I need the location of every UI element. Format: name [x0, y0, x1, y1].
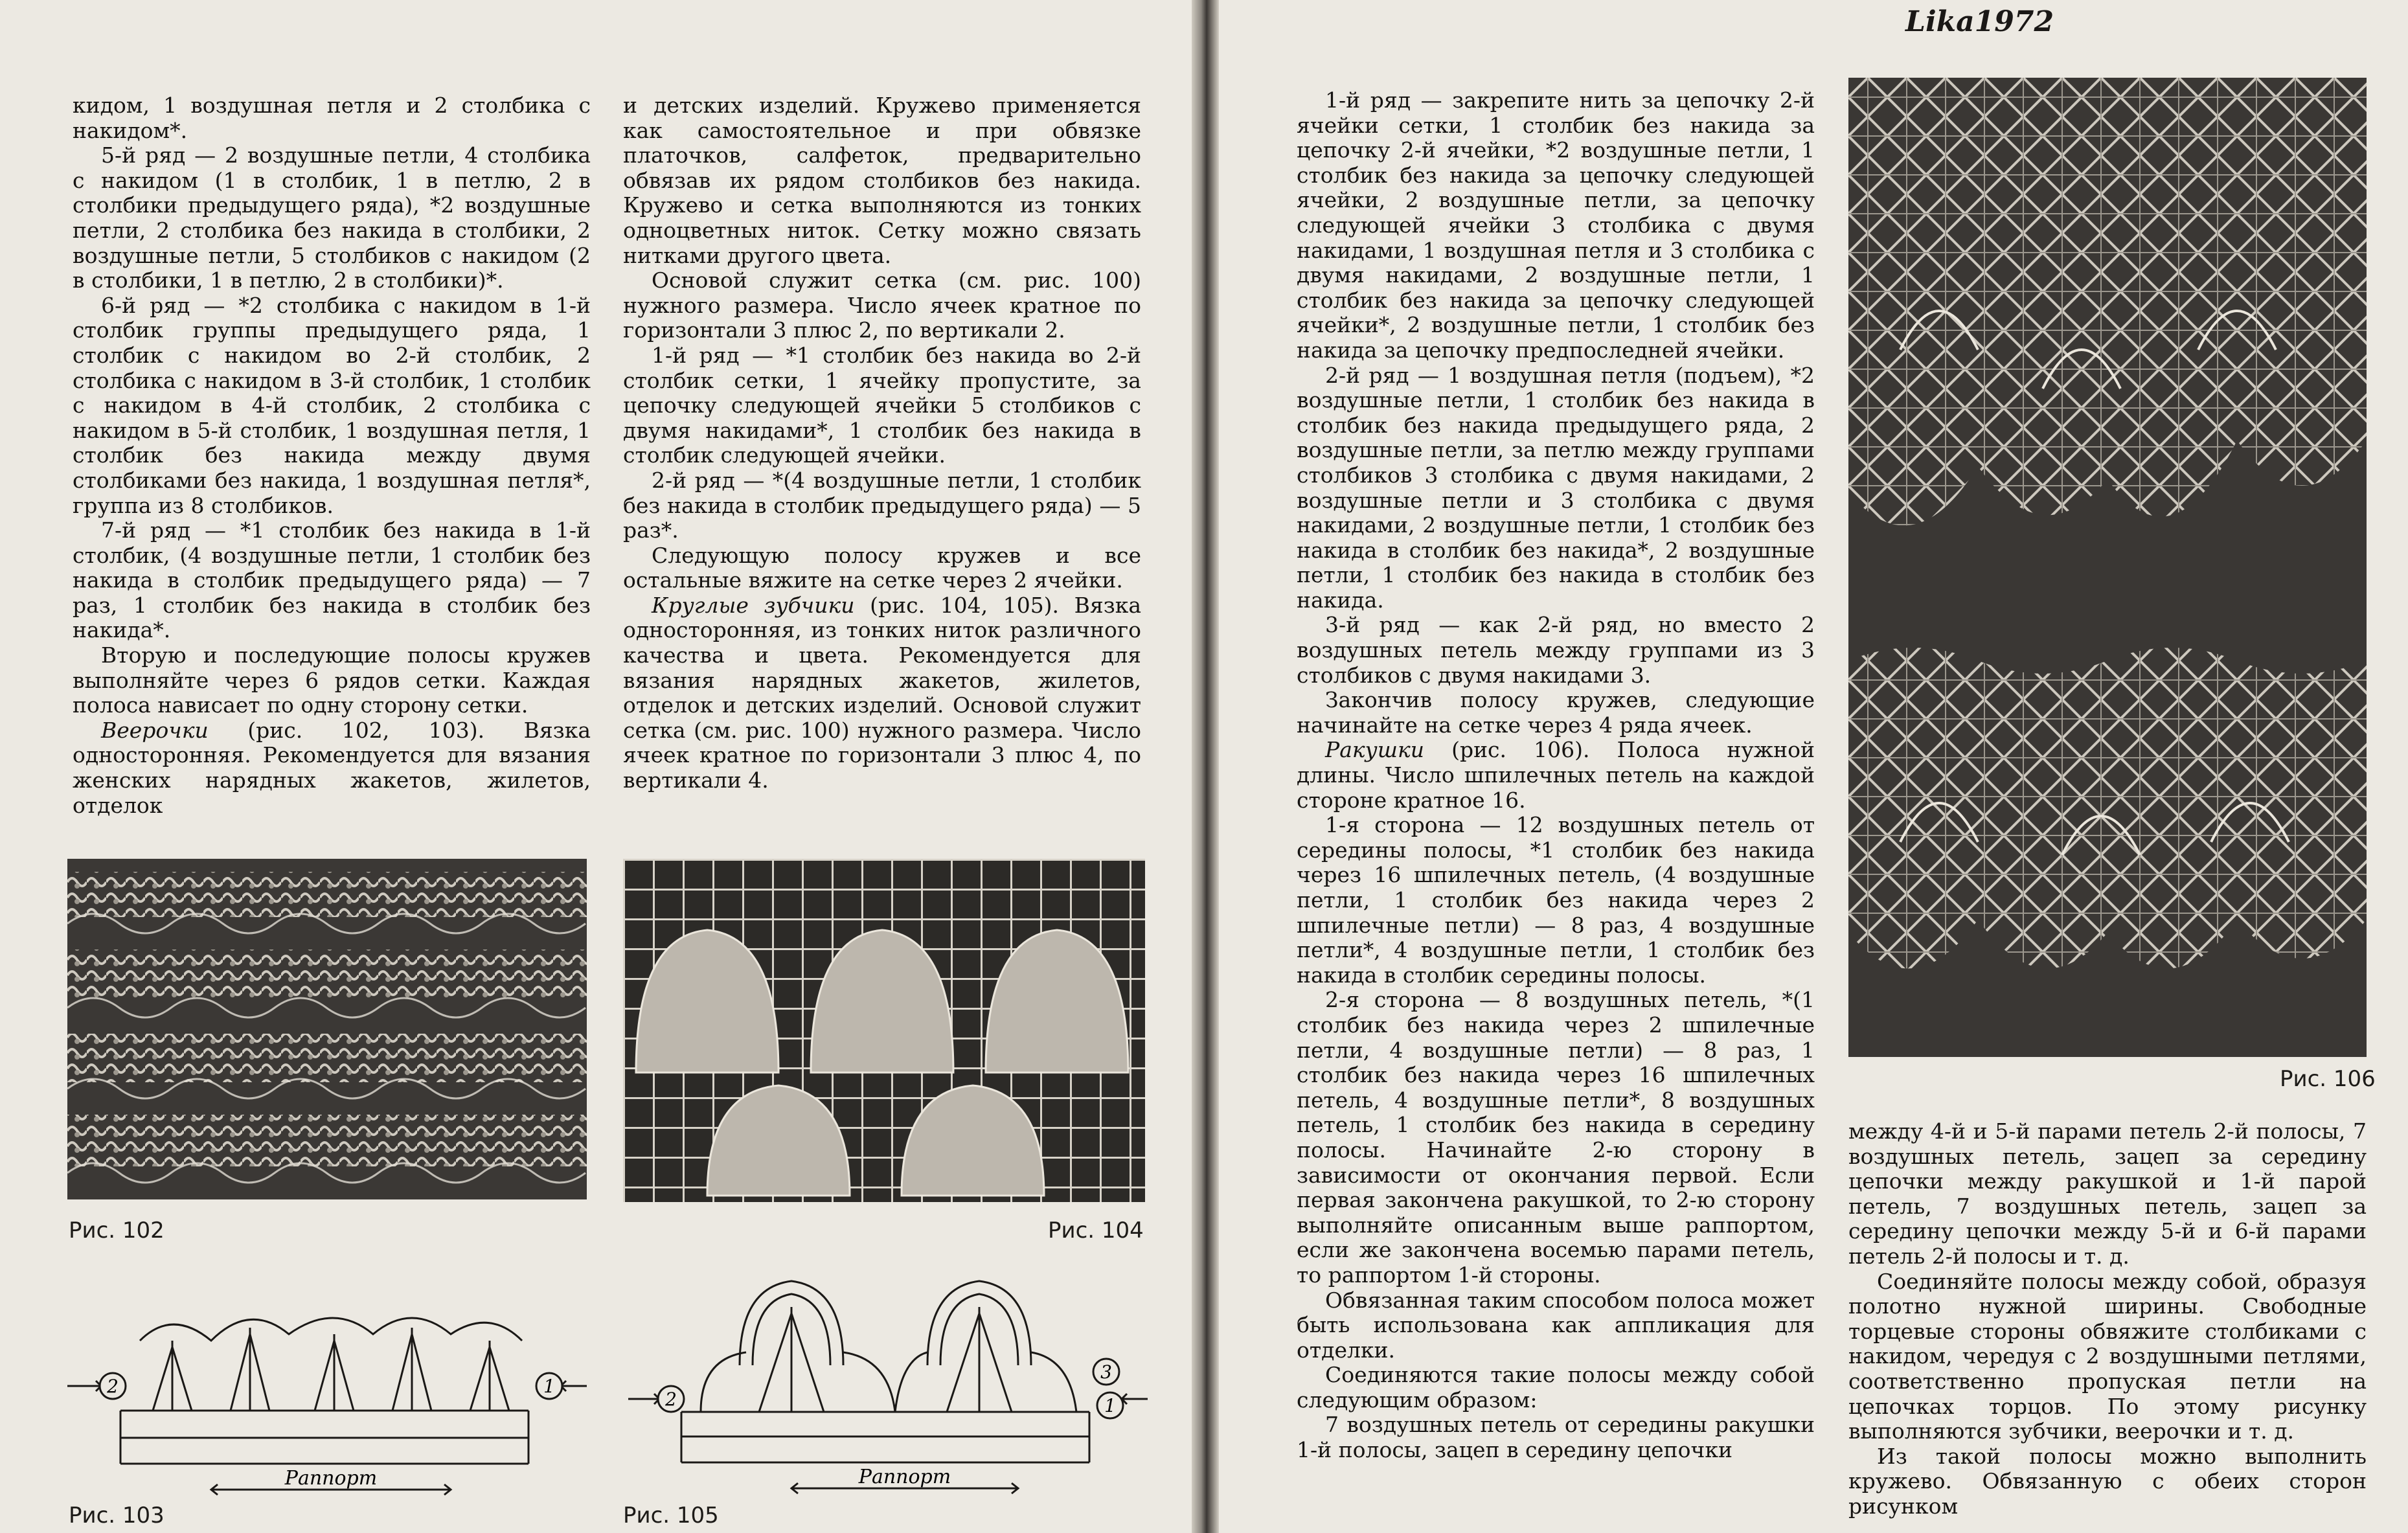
paragraph: Основой служит сетка (см. рис. 100) нужного размера. Число ячеек кратное по горизонтали 3 плюс 2, по вертикали 2.: [623, 267, 1141, 343]
paragraph: [623, 593, 1141, 793]
caption-fig-104: Рис. 104: [1048, 1218, 1144, 1243]
paragraph: 1-й ряд — закрепите нить за цепочку 2-й ячейки сетки, 1 столбик без накида за цепочку 2-й ячейки, *2 воздушные петли, 1 столбик без накида за цепочку следующей ячейки, 2 воздушные петли, за цепочку следующей ячейки 3 столбика с двумя накидами, 1 воздушная петля и 3 столбика с двумя накидами, 2 воздушные петли, 1 столбик без накида за цепочку следующей ячейки*, 2 воздушные петли, 1 столбик без накида за цепочку предпоследней ячейки.: [1297, 87, 1815, 363]
paragraph: и детских изделий. Кружево применяется как самостоятельное и при обвязке платочков, салфеток, предварительно обвязав их рядом столбиков без накида. Кружево и сетка выполняются из тонких одноцветных ниток. Сетку можно связать нитками другого цвета.: [623, 93, 1141, 268]
paragraph: Соединяйте полосы между собой, образуя полотно нужной ширины. Свободные торцевые стороны обвяжите столбиками с накидом, чередуя с 2 воздушными петлями, соответственно пропуская петли на цепочках торцов. По этому рисунку выполняются зубчики, веерочки и т. д.: [1848, 1268, 2367, 1444]
paragraph: 2-я сторона — 8 воздушных петель, *(1 столбик без накида через 2 шпилечные петли, 4 воздушные петли) — 8 раз, 1 столбик без накида через 16 шпилечных петель, 4 воздушные петли*, 8 воздушных петель, 1 столбик без накида в середину полосы. Начинайте 2-ю сторону в зависимости от окончания первой. Если первая закончена ракушкой, то 2-ю сторону выполняйте описанным выше раппортом, если же закончена восемью парами петель, то раппортом 1-й стороны.: [1297, 987, 1815, 1288]
repeat-label: Раппорт: [284, 1467, 378, 1490]
section-title-fans: Веерочки: [101, 717, 209, 743]
paragraph: Из такой полосы можно выполнить кружево. Обвязанную с обеих сторон рисунком: [1848, 1443, 2367, 1519]
row-label-1-text: 1: [1104, 1395, 1116, 1416]
left-column-2: [623, 93, 1141, 793]
paragraph: 1-й ряд — *1 столбик без накида во 2-й столбик сетки, 1 ячейку пропустите, за цепочку следующей ячейки 5 столбиков с двумя накидами*, 1 столбик без накида в столбик следующей ячейки.: [623, 342, 1141, 468]
section-title-shells: Ракушки: [1325, 737, 1424, 763]
row-label-1: [1097, 1392, 1123, 1418]
paragraph: кидом, 1 воздушная петля и 2 столбика с накидом*.: [73, 93, 591, 143]
photo-fig-106: [1848, 78, 2367, 1057]
paragraph: [1297, 738, 1815, 813]
row-label-2-text: 2: [665, 1389, 677, 1410]
paragraph: Вторую и последующие полосы кружев выполняйте через 6 рядов сетки. Каждая полоса нависает по одну сторону сетки.: [73, 642, 591, 718]
paragraph: 7-й ряд — *1 столбик без накида в 1-й столбик, (4 воздушные петли, 1 столбик без накида в столбик предыдущего ряда) — 7 раз, 1 столбик без накида в столбик без накида*.: [73, 517, 591, 643]
paragraph-text: (рис. 104, 105). Вязка односторонняя, из тонких ниток различного качества и цвета. Рекомендуется для вязания нарядных жакетов, жилетов, отделок и детских изделий. Основой служит сетка (см. рис. 100) нужного размера. Число ячеек кратное по горизонтали 3 плюс 4, по вертикали 4.: [623, 592, 1141, 793]
paragraph: Соединяются такие полосы между собой следующим образом:: [1297, 1362, 1815, 1413]
paragraph: 7 воздушных петель от середины ракушки 1-й полосы, зацеп в середину цепочки: [1297, 1412, 1815, 1463]
chain-row: [120, 1411, 528, 1464]
paragraph: 6-й ряд — *2 столбика с накидом в 1-й столбик группы предыдущего ряда, 1 столбик с накидом во 2-й столбик, 2 столбика с накидом в 3-й столбик, 1 столбик с накидом в 4-й столбик, 2 столбика с накидом в 5-й столбик, 1 воздушная петля, 1 столбик без накида между двумя столбиками без накида, 1 воздушная петля*, группа из 8 столбиков.: [73, 292, 591, 518]
row-label-2: [658, 1386, 684, 1412]
row-label-3-text: 3: [1100, 1361, 1112, 1383]
scheme-fig-105: [623, 1275, 1161, 1514]
caption-fig-102: Рис. 102: [69, 1218, 165, 1243]
paragraph-text: (рис. 106). Полоса нужной длины. Число шпилечных петель на каждой стороне кратное 16.: [1297, 737, 1815, 813]
photo-fig-104: [623, 859, 1145, 1202]
row-label-2: [100, 1373, 126, 1399]
paragraph: Следующую полосу кружев и все остальные вяжите на сетке через 2 ячейки.: [623, 542, 1141, 593]
row-label-3: [1093, 1359, 1119, 1385]
section-title-round-teeth: Круглые зубчики: [652, 592, 855, 618]
paragraph-text: (рис. 102, 103). Вязка односторонняя. Рекомендуется для вязания женских нарядных жакетов, жилетов, отделок: [73, 717, 591, 818]
paragraph: 2-й ряд — 1 воздушная петля (подъем), *2 воздушные петли, 1 столбик без накида в столбик без накида предыдущего ряда, 2 воздушные петли, за петлю между группами столбиков 3 столбика с двумя накидами, 2 воздушные петли и 3 столбика с двумя накидами, 2 воздушные петли, 1 столбик без накида в столбик без накида*, 2 воздушные петли, 1 столбик без накида в столбик без накида.: [1297, 362, 1815, 613]
paragraph: 5-й ряд — 2 воздушные петли, 4 столбика с накидом (1 в столбик, 1 в петлю, 2 в столбики предыдущего ряда), *2 воздушные петли, 2 столбика без накида в столбики, 2 воздушные петли, 5 столбиков с накидом (2 в столбики, 1 в петлю, 2 в столбики)*.: [73, 142, 591, 293]
caption-fig-105: Рис. 105: [623, 1503, 719, 1528]
paragraph: Закончив полосу кружев, следующие начинайте на сетке через 4 ряда ячеек.: [1297, 687, 1815, 738]
scheme-fig-103: [62, 1295, 600, 1516]
paragraph: 2-й ряд — *(4 воздушные петли, 1 столбик без накида в столбик предыдущего ряда) — 5 раз*.: [623, 467, 1141, 543]
right-page: [1219, 0, 2408, 1533]
book-gutter: [1192, 0, 1219, 1533]
repeat-label: Раппорт: [858, 1466, 951, 1488]
row-label-1-text: 1: [543, 1376, 555, 1397]
left-column-1: [73, 93, 591, 818]
caption-fig-103: Рис. 103: [69, 1503, 165, 1528]
photo-fig-102: [67, 859, 587, 1199]
right-column-1: [1297, 88, 1815, 1463]
caption-fig-106: Рис. 106: [2280, 1066, 2376, 1092]
paragraph: [73, 718, 591, 818]
row-label-2-text: 2: [107, 1376, 119, 1397]
left-page: [0, 0, 1192, 1533]
right-column-2: [1848, 1119, 2367, 1519]
watermark: Lika1972: [1905, 5, 2054, 38]
paragraph: 3-й ряд — как 2-й ряд, но вместо 2 воздушных петель между группами из 3 столбиков с двумя накидами 3.: [1297, 612, 1815, 688]
paragraph: 1-я сторона — 12 воздушных петель от середины полосы, *1 столбик без накида через 16 шпилечных петель, (4 воздушные петли, 1 столбик без накида через 2 шпилечные петли) — 8 раз, 4 воздушные петли*, 4 воздушные петли, 1 столбик без накида в столбик середины полосы.: [1297, 812, 1815, 988]
paragraph: Обвязанная таким способом полоса может быть использована как аппликация для отделки.: [1297, 1287, 1815, 1363]
paragraph: между 4-й и 5-й парами петель 2-й полосы, 7 воздушных петель, зацеп за середину цепочки между ракушкой и 1-й парой петель, 7 воздушных петель, зацеп за середину цепочки между 5-й и 6-й парами петель 2-й полосы и т. д.: [1848, 1119, 2367, 1269]
row-label-1: [536, 1373, 562, 1399]
